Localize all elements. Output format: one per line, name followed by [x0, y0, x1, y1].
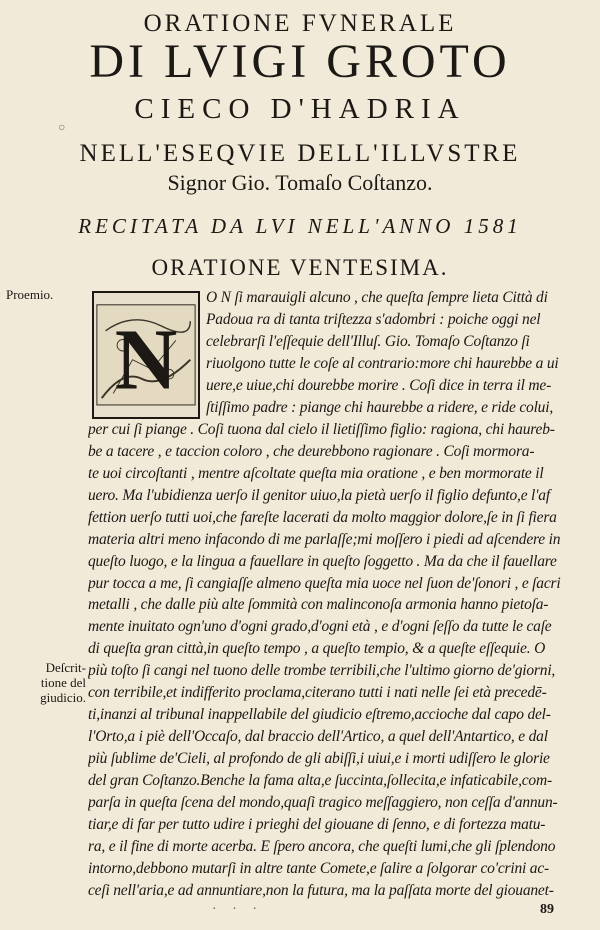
heading-line-3: CIECO D'HADRIA [134, 93, 466, 125]
heading-line-4: NELL'ESEQVIE DELL'ILLVSTRE [79, 140, 521, 167]
margin-note-proemio: Proemio. [6, 287, 54, 302]
margin-ornament: ○ [58, 120, 66, 134]
text-line: celebrarſi l'eſſequie dell'Illuſ. Gio. Tomaſo Coſtanzo ſi [206, 332, 530, 350]
page-ornament: · · · [212, 901, 263, 917]
text-line: queſto luogo, e la lingua a fauellare in queſto ſoggetto . Ma da che il fauellare [88, 552, 557, 570]
text-line: di queſta gran città,in queſto tempo , a queſto tempio, & a queſte eſſequie. O [88, 640, 546, 658]
text-line: pur tocca a me, ſi cangiaſſe almeno queſta mia uoce nel ſuon de'ſonori , e ſacri [88, 574, 561, 592]
margin-note-descrittione [6, 660, 86, 705]
heading-line-7: ORATIONE VENTESIMA. [151, 255, 449, 280]
text-line: riuolgono tutte le coſe al contrario:more chi haurebbe a ui [206, 354, 559, 372]
decorated-initial-icon [92, 291, 200, 419]
heading-line-2: DI LVIGI GROTO [89, 35, 511, 88]
initial-letter: N [114, 311, 178, 408]
text-line: uere,e uiue,chi dourebbe morire . Coſi dice in terra il me- [206, 376, 552, 394]
text-line: ra, e il fine di morte acerba. E ſpero ancora, che queſti lumi,che gli ſplendono [88, 838, 556, 856]
text-line: be a tacere , e taccion coloro , che deurebbono ragionare . Coſi mormora- [88, 442, 535, 460]
text-line: più toſto ſi cangi nel tuono delle trombe terribili,che l'ultimo giorno de'giorni, [88, 662, 556, 680]
text-line: metalli , che dalle più alte ſommità con malinconoſa armonia hanno pietoſa- [88, 596, 549, 614]
margin-note-line: Deſcrit- [45, 660, 86, 676]
text-line: materia altri meno infacondo di me parlaſſe;mi moſſero i piedi ad aſcendere in [88, 530, 561, 548]
text-line: parſa in queſta ſcena del mondo,quaſi tragico meſſaggiero, non ceſſa d'annun- [88, 794, 558, 812]
text-line: O N ſi marauigli alcuno , che queſta ſempre lieta Città di [206, 289, 548, 306]
text-line: uero. Ma l'ubidienza uerſo il genitor uiuo,la pietà uerſo il figlio defunto,e l'af [88, 486, 550, 504]
page-number: 89 [540, 901, 554, 917]
woodcut-initial-n-icon [94, 293, 198, 417]
text-line: con terribile,et indifferito proclama,citerano tutti i nati nelle ſei età precedē- [88, 684, 547, 702]
text-line: ſtiſſimo padre : piange chi haurebbe a ridere, e ride colui, [206, 398, 554, 416]
text-line: te uoi circoſtanti , mentre aſcoltate queſta mia oratione , e ben mormorate il [88, 464, 544, 482]
text-line-overflow: intorno,debbono mutarſi in altre tante Comete,e ſalire a ſolgorar co'crini ac- [88, 860, 549, 878]
text-line: fettion uerſo tutti uoi,che fareſte lacerati da molto maggior dolore,ſe in ſi fiera [88, 508, 557, 526]
text-line: ti,inanzi al tribunal inappellabile del giudicio eſtremo,accioche dal capo del- [88, 706, 551, 724]
heading-line-5: Signor Gio. Tomaſo Coſtanzo. [167, 170, 433, 195]
margin-note-line: giudicio. [40, 690, 86, 706]
text-line-overflow: ceſi nell'aria,e ad annuntiare,non la futura, ma la paſſata morte del giouanet- [88, 882, 554, 899]
text-line: mente inuitato ogn'uno d'ogni grado,d'ogni età , e d'ogni ſeſſo da tutte le caſe [88, 618, 552, 636]
text-line: l'Orto,a i piè dell'Occaſo, dal braccio dell'Artico, a quel dell'Antartico, e dal [88, 728, 548, 746]
margin-note-line: tione del [40, 675, 86, 691]
text-line: del gran Coſtanzo.Benche la fama alta,e ſuccinta,ſollecita,e infaticabile,com- [88, 772, 552, 790]
text-line: Padoua ra di tanta triſtezza s'adombri : poiche oggi nel [206, 310, 541, 328]
text-line: per cui ſi piange . Coſi tuona dal cielo il lietiſſimo figlio: ragiona, chi haureb- [88, 420, 555, 438]
text-line: più ſublime de'Cieli, al profondo de gli abiſſi,i uiui,e i morti udiſſero le glorie [88, 750, 550, 768]
heading-line-1: ORATIONE FVNERALE [143, 10, 457, 37]
text-line: tiar,e di far per tutto udire i prieghi del giouane di ſenno, e di fortezza matu- [88, 816, 546, 834]
heading-line-6: RECITATA DA LVI NELL'ANNO 1581 [78, 214, 522, 238]
